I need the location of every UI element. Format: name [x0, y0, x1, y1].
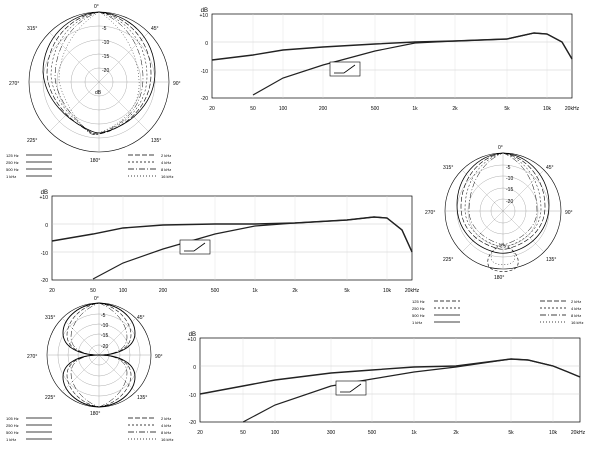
y-axis-title: dB [200, 8, 208, 14]
polar-angle-315: 315° [45, 315, 56, 321]
legend-right-0: 2 kHz [571, 299, 582, 304]
legend-right-3: 16 kHz [161, 174, 174, 179]
legend-right-2: 8 kHz [161, 430, 172, 435]
ytick-0: 0 [193, 365, 196, 371]
xtick-100: 100 [118, 288, 128, 294]
xtick-5k: 5k [504, 106, 510, 112]
polar-ring-label-20: -20 [102, 68, 110, 74]
polar-angle-90: 90° [155, 354, 163, 360]
polar-top-legend [6, 152, 186, 182]
xtick-2k: 2k [292, 288, 298, 294]
polar-angle-90: 90° [565, 210, 573, 216]
polar-grid [27, 296, 163, 417]
xtick-10k: 10k [548, 430, 558, 436]
xtick-50: 50 [240, 430, 246, 436]
plot-frame [52, 196, 412, 280]
polar-grid [9, 4, 181, 164]
xtick-50: 50 [90, 288, 96, 294]
ytick-minus10: -10 [200, 69, 208, 75]
rising-curve-box-icon [336, 381, 366, 395]
xtick-1k: 1k [412, 106, 418, 112]
ytick-minus20: -20 [200, 96, 208, 102]
polar-ring-label-15: -15 [102, 54, 110, 60]
legend-right-3: 16 kHz [161, 437, 174, 442]
polar-angle-90: 90° [173, 81, 181, 87]
response-middle-svg [22, 188, 436, 308]
ytick-plus10: +10 [187, 337, 196, 343]
xtick-5k: 5k [508, 430, 514, 436]
xtick-500: 500 [367, 430, 377, 436]
legend-left-3: 1 kHz [6, 174, 17, 179]
xtick-20k: 20kHz [564, 106, 580, 112]
polar-angle-315: 315° [443, 165, 454, 171]
plot-frame [212, 14, 572, 98]
rising-curve-box-icon [180, 240, 210, 254]
polar-ring-label-10: -10 [101, 323, 109, 329]
polar-grid [425, 145, 573, 281]
xtick-2k: 2k [452, 106, 458, 112]
legend-right-3: 16 kHz [571, 320, 584, 325]
xtick-20: 20 [209, 106, 215, 112]
polar-angle-0: 0° [94, 296, 99, 302]
polar-angle-270: 270° [9, 81, 20, 87]
y-axis-title: dB [188, 332, 196, 338]
curve-free-field [52, 217, 412, 252]
xtick-100: 100 [270, 430, 280, 436]
polar-angle-180: 180° [90, 158, 101, 164]
legend-right-0: 2 kHz [161, 416, 172, 421]
polar-ring-label-5: -5 [101, 313, 106, 319]
legend-left-2: 500 Hz [6, 167, 19, 172]
polar-right-svg [408, 146, 598, 306]
y-axis-title: dB [40, 190, 48, 196]
ytick-plus10: +10 [199, 13, 208, 19]
response-bottom-svg [168, 330, 596, 448]
polar-ring-label-10: -10 [506, 176, 514, 182]
polar-chart-figure-eight [4, 296, 194, 417]
polar-angle-135: 135° [137, 395, 148, 401]
legend-left-0: 105 Hz [6, 416, 19, 421]
xtick-10k: 10k [542, 106, 552, 112]
polar-chart-supercardioid [408, 146, 598, 306]
polar-angle-270: 270° [425, 210, 436, 216]
ytick-minus20: -20 [188, 420, 196, 426]
polar-angle-45: 45° [546, 165, 554, 171]
legend-left-1: 250 Hz [412, 306, 425, 311]
polar-ring-label-20: -20 [506, 199, 514, 205]
polar-angle-0: 0° [498, 145, 503, 151]
polar-unit-label: dB [95, 90, 102, 96]
polar-ring-label-15: -15 [506, 187, 514, 193]
legend-right-1: 4 kHz [161, 160, 172, 165]
xtick-5k: 5k [344, 288, 350, 294]
plot-frame [200, 338, 580, 422]
curve-proximity [243, 359, 580, 422]
polar-angle-315: 315° [27, 26, 38, 32]
legend-left-0: 125 Hz [412, 299, 425, 304]
xtick-20k: 20kHz [570, 430, 586, 436]
legend-left-3: 1 kHz [6, 437, 17, 442]
legend-left-2: 500 Hz [6, 430, 19, 435]
polar-top-legend-svg [6, 152, 186, 184]
ytick-0: 0 [205, 41, 208, 47]
xtick-500: 500 [370, 106, 380, 112]
ytick-minus10: -10 [40, 251, 48, 257]
legend-left-1: 250 Hz [6, 160, 19, 165]
legend-left-0: 125 Hz [6, 153, 19, 158]
legend-right-2: 8 kHz [161, 167, 172, 172]
polar-ring-label-5: -5 [102, 26, 107, 32]
polar-angle-225: 225° [45, 395, 56, 401]
polar-angle-45: 45° [151, 26, 159, 32]
ytick-minus20: -20 [40, 278, 48, 284]
response-top-svg [182, 6, 596, 126]
ytick-plus10: +10 [39, 195, 48, 201]
polar-ring-label-10: -10 [102, 40, 110, 46]
legend-right-2: 8 kHz [571, 313, 582, 318]
polar-bottom-legend-svg [6, 415, 186, 447]
xtick-50: 50 [250, 106, 256, 112]
polar-bottom-legend [6, 415, 186, 445]
frequency-response-bottom [168, 330, 596, 448]
xtick-100: 100 [278, 106, 288, 112]
frequency-response-top [182, 6, 596, 126]
frequency-response-middle [22, 188, 436, 308]
xtick-2k: 2k [453, 430, 459, 436]
ytick-minus10: -10 [188, 393, 196, 399]
xtick-1k: 1k [252, 288, 258, 294]
xtick-500: 500 [210, 288, 220, 294]
legend-left-3: 1 kHz [412, 320, 423, 325]
rising-curve-box-icon [330, 62, 360, 76]
ytick-0: 0 [45, 223, 48, 229]
legend-right-1: 4 kHz [161, 423, 172, 428]
polar-bottom-svg [4, 296, 194, 417]
xtick-20k: 20kHz [404, 288, 420, 294]
polar-angle-45: 45° [137, 315, 145, 321]
polar-angle-180: 180° [494, 275, 505, 281]
xtick-10k: 10k [382, 288, 392, 294]
polar-angle-135: 135° [151, 138, 162, 144]
legend-right-0: 2 kHz [161, 153, 172, 158]
polar-angle-180: 180° [90, 411, 101, 417]
polar-angle-135: 135° [546, 257, 557, 263]
polar-angle-0: 0° [94, 4, 99, 10]
polar-right-legend [412, 298, 598, 328]
xtick-1k: 1k [411, 430, 417, 436]
xtick-20: 20 [197, 430, 203, 436]
polar-angle-225: 225° [443, 257, 454, 263]
polar-ring-label-5: -5 [506, 165, 511, 171]
polar-angle-270: 270° [27, 354, 38, 360]
polar-ring-label-15: -15 [101, 333, 109, 339]
xtick-20: 20 [49, 288, 55, 294]
xtick-200: 200 [158, 288, 168, 294]
polar-right-legend-svg [412, 298, 598, 330]
xtick-300: 300 [326, 430, 336, 436]
legend-right-1: 4 kHz [571, 306, 582, 311]
legend-left-1: 250 Hz [6, 423, 19, 428]
polar-ring-label-20: -20 [101, 344, 109, 350]
xtick-200: 200 [318, 106, 328, 112]
polar-angle-225: 225° [27, 138, 38, 144]
legend-left-2: 500 Hz [412, 313, 425, 318]
